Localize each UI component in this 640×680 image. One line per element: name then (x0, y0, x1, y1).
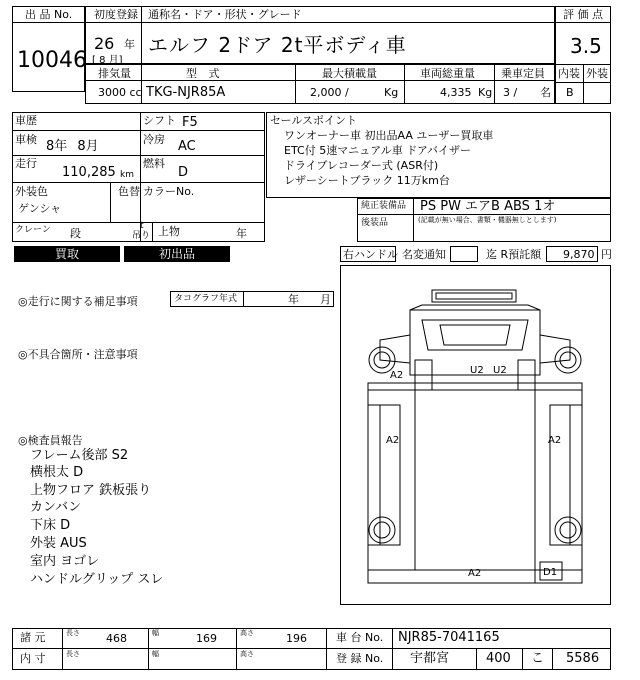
width-label: 幅 (152, 629, 159, 637)
inspector-line: 外装 AUS (30, 536, 87, 551)
model-code: TKG-NJR85A (146, 85, 226, 100)
model-code-label: 型 式 (186, 67, 224, 80)
inner-width-label: 幅 (152, 650, 159, 658)
lot-number: 10046 (17, 48, 87, 73)
damage-mark: U2 (493, 365, 507, 376)
inner-length-label: 長さ (66, 650, 80, 658)
name-change-box (450, 246, 478, 262)
reg-kana: こ (531, 651, 545, 666)
ac-value: AC (178, 139, 196, 154)
inspector-line: ハンドルグリップ スレ (30, 572, 164, 587)
first-listing-badge: 初出品 (124, 246, 230, 262)
gross-weight: 4,335 (440, 86, 472, 99)
crane-stage: 段 (70, 227, 81, 240)
aftermarket-label: 後装品 (361, 218, 389, 228)
inspector-line: 横根太 D (30, 465, 84, 480)
reg-year-unit: 年 (124, 38, 135, 51)
sales-point-line: ドライブレコーダー式 (ASR付) (284, 159, 439, 172)
deposit-yen: 円 (601, 248, 612, 261)
purchase-badge: 買取 (14, 246, 120, 262)
first-reg-label: 初度登録 (94, 8, 138, 21)
color-code-label: カラーNo. (143, 185, 195, 198)
score-value: 3.5 (570, 34, 602, 58)
chassis-label: 車 台 No. (336, 631, 384, 644)
color-change-label: 色替 (118, 185, 140, 198)
crane-label: クレーン (15, 225, 51, 235)
deposit-label: 迄 R預託額 (486, 248, 542, 261)
chassis-number: NJR85-7041165 (398, 630, 500, 645)
registration-label: 登 録 No. (336, 652, 384, 665)
equipment-label: 純正装備品 (361, 201, 407, 211)
inspector-line: 下床 D (30, 518, 71, 533)
damage-mark: D1 (543, 567, 558, 578)
damage-mark: U2 (470, 365, 484, 376)
inspector-line: フレーム後部 S2 (30, 448, 129, 463)
tacho-month: 月 (320, 293, 331, 306)
mileage-label: 走行 (15, 157, 37, 170)
fuel-label: 燃料 (143, 157, 165, 170)
inspector-report-label: ◎検査員報告 (18, 434, 83, 447)
reg-year: 26 (94, 34, 115, 53)
capacity-unit: 名 (540, 86, 551, 99)
height-value: 196 (286, 632, 307, 645)
reg-class: 400 (486, 651, 511, 666)
sales-point-line: ETC付 5速マニュアル車 ドアバイザー (284, 144, 472, 157)
length-label: 長さ (66, 629, 80, 637)
crane-lift: 吊り (132, 231, 151, 241)
length-value: 468 (106, 632, 127, 645)
equipment-value: PS PW エアB ABS 1オ (420, 199, 556, 214)
tacho-year: 年 (288, 293, 299, 306)
color-label: 外装色 (15, 185, 48, 198)
inner-dims-label: 内 寸 (20, 652, 46, 665)
reg-month: [ 8 月] (92, 55, 123, 66)
score-label: 評 価 点 (563, 8, 603, 21)
damage-mark: A2 (468, 568, 482, 579)
inspector-line: 室内 ヨゴレ (30, 554, 100, 569)
reg-number: 5586 (566, 651, 600, 666)
capacity-label: 乗車定員 (501, 67, 545, 80)
deposit-value: 9,870 (563, 248, 595, 261)
right-hand-label: 右ハンドル (343, 248, 398, 261)
gross-weight-label: 車両総重量 (420, 67, 475, 80)
width-value: 169 (196, 632, 217, 645)
lot-number-label: 出 品 No. (25, 8, 73, 21)
mileage-unit: km (120, 170, 134, 180)
defects-label: ◎不具合箇所・注意事項 (18, 348, 138, 361)
ac-label: 冷房 (143, 133, 165, 146)
exterior-label: 外装 (586, 67, 608, 80)
dims-label: 諸 元 (20, 631, 46, 644)
interior-grade: B (566, 86, 574, 99)
name-change-label: 名変通知 (402, 248, 446, 261)
body-label: 上物 (158, 225, 180, 238)
body-year: 年 (236, 227, 247, 240)
inspection-value: 8年 8月 (46, 139, 99, 154)
mileage-value: 110,285 (62, 165, 116, 180)
shift-label: シフト (143, 114, 176, 127)
driving-notes-label: ◎走行に関する補足事項 (18, 295, 138, 308)
shift-value: F5 (182, 115, 198, 130)
car-name: エルフ 2ドア 2t平ボディ車 (148, 33, 407, 57)
model-grade-label: 通称名・ドア・形状・グレード (148, 8, 302, 21)
capacity: 3 / (503, 86, 518, 99)
max-load: 2,000 / (310, 86, 349, 99)
inspection-label: 車検 (15, 133, 37, 146)
max-load-unit: Kg (384, 86, 399, 99)
max-load-label: 最大積載量 (322, 67, 377, 80)
reg-area: 宇都宮 (410, 651, 450, 666)
displacement-label: 排気量 (98, 67, 131, 80)
truck-diagram (340, 265, 611, 605)
displacement: 3000 cc (98, 86, 142, 99)
sales-points-label: セールスポイント (270, 114, 358, 127)
color-value: ゲンシャ (18, 202, 62, 215)
inspector-line: 上物フロア 鉄板張り (30, 483, 152, 498)
crane-ton: t (140, 221, 144, 231)
inspector-line: カンバン (30, 500, 82, 515)
damage-mark: A2 (548, 435, 562, 446)
interior-label: 内装 (558, 67, 580, 80)
height-label: 高さ (240, 629, 254, 637)
gross-weight-unit: Kg (478, 86, 493, 99)
sales-point-line: ワンオーナー車 初出品AA ユーザー買取車 (284, 129, 494, 142)
history-label: 車歴 (15, 114, 37, 127)
damage-mark: A2 (390, 370, 404, 381)
aftermarket-note: (記載が無い場合、書類・機器無しとします) (418, 216, 557, 224)
inner-height-label: 高さ (240, 650, 254, 658)
sales-point-line: レザーシートブラック 11万km台 (284, 174, 450, 187)
damage-mark: A2 (386, 435, 400, 446)
fuel-value: D (178, 165, 189, 180)
tachograph-label: タコグラフ年式 (174, 294, 238, 304)
